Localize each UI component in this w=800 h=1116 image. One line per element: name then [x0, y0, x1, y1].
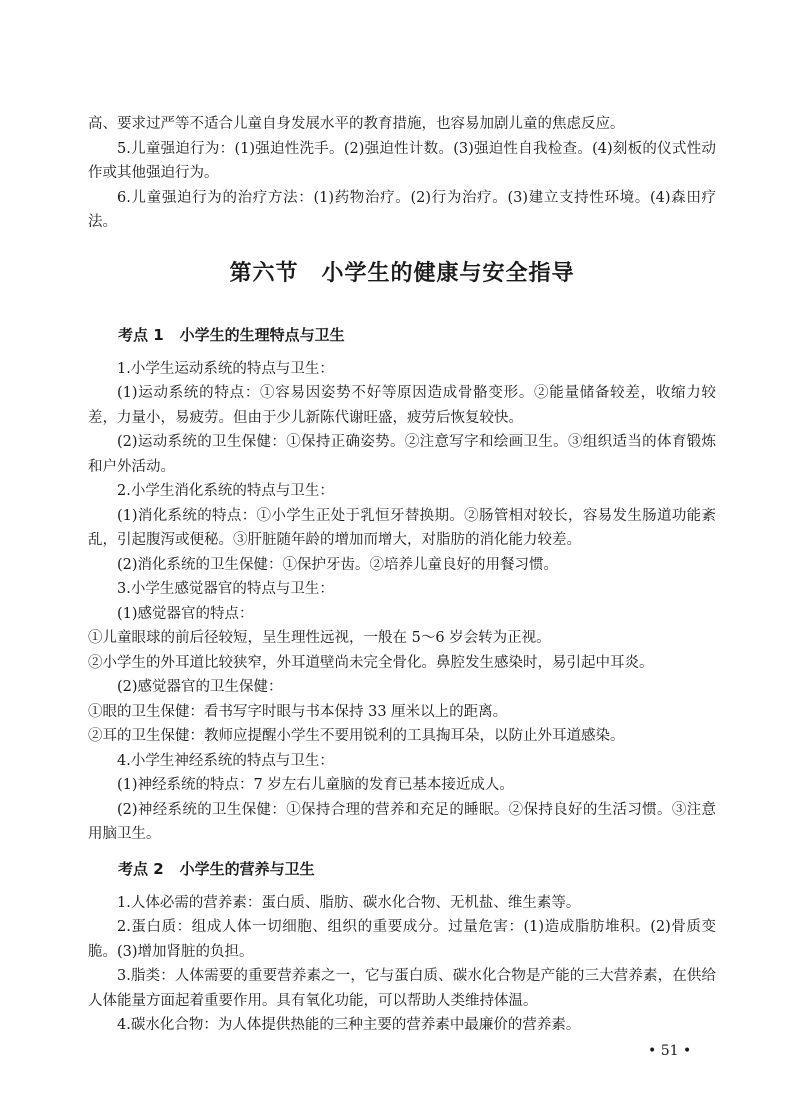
- paragraph: (1)消化系统的特点：①小学生正处于乳恒牙替换期。②肠管相对较长，容易发生肠道功能紊乱，引起腹泻或便秘。③肝脏随年龄的增加而增大，对脂肪的消化能力较差。: [88, 507, 716, 548]
- topic-title: 小学生的营养与卫生: [179, 859, 315, 878]
- paragraph: 6.儿童强迫行为的治疗方法：(1)药物治疗。(2)行为治疗。(3)建立支持性环境。(4)森田疗法。: [88, 189, 716, 230]
- paragraph: 3.脂类：人体需要的重要营养素之一，它与蛋白质、碳水化合物是产能的三大营养素，在供给人体能量方面起着重要作用。具有氧化功能，可以帮助人类维持体温。: [88, 968, 716, 1009]
- paragraph: ②小学生的外耳道比较狭窄，外耳道壁尚未完全骨化。鼻腔发生感染时，易引起中耳炎。: [88, 654, 654, 671]
- topic-label: 考点 2: [118, 859, 164, 878]
- topic-title: 小学生的生理特点与卫生: [179, 325, 345, 344]
- paragraph: 4.小学生神经系统的特点与卫生：: [117, 752, 334, 769]
- topic-heading: [118, 323, 716, 347]
- paragraph: (2)神经系统的卫生保健：①保持合理的营养和充足的睡眠。②保持良好的生活习惯。③注意用脑卫生。: [88, 801, 716, 842]
- topic-heading: [118, 857, 716, 881]
- page-content: [88, 112, 716, 1038]
- paragraph: 4.碳水化合物：为人体提供热能的三种主要的营养素中最廉价的营养素。: [117, 1017, 581, 1033]
- page-number: • 51 •: [648, 1043, 692, 1059]
- section-title: 第六节 小学生的健康与安全指导: [229, 260, 575, 286]
- paragraph: ①眼的卫生保健：看书写字时眼与书本保持 33 厘米以上的距离。: [88, 703, 508, 720]
- paragraph: (1)神经系统的特点：7 岁左右儿童脑的发育已基本接近成人。: [117, 777, 514, 793]
- paragraph: ②耳的卫生保健：教师应提醒小学生不要用锐利的工具掏耳朵，以防止外耳道感染。: [88, 728, 625, 744]
- paragraph: ①儿童眼球的前后径较短，呈生理性远视，一般在 5～6 岁会转为正视。: [88, 630, 551, 646]
- paragraph: (2)感觉器官的卫生保健：: [117, 679, 283, 695]
- paragraph: 1.人体必需的营养素：蛋白质、脂肪、碳水化合物、无机盐、维生素等。: [117, 894, 581, 911]
- paragraph: (2)消化系统的卫生保健：①保护牙齿。②培养儿童良好的用餐习惯。: [117, 556, 559, 573]
- paragraph: 1.小学生运动系统的特点与卫生：: [117, 360, 334, 377]
- paragraph: (1)感觉器官的特点：: [117, 605, 254, 622]
- paragraph: (2)运动系统的卫生保健：①保持正确姿势。②注意写字和绘画卫生。③组织适当的体育锻炼和户外活动。: [88, 434, 716, 475]
- paragraph: 2.蛋白质：组成人体一切细胞、组织的重要成分。过量危害：(1)造成脂肪堆积。(2)骨质变脆。(3)增加肾脏的负担。: [88, 919, 716, 960]
- paragraph: (1)运动系统的特点：①容易因姿势不好等原因造成骨骼变形。②能量储备较差，收缩力较差，力量小，易疲劳。但由于少儿新陈代谢旺盛，疲劳后恢复较快。: [88, 385, 716, 426]
- paragraph: 3.小学生感觉器官的特点与卫生：: [117, 581, 334, 597]
- paragraph: 2.小学生消化系统的特点与卫生：: [117, 483, 334, 499]
- paragraph: 5.儿童强迫行为：(1)强迫性洗手。(2)强迫性计数。(3)强迫性自我检查。(4)刻板的仪式性动作或其他强迫行为。: [88, 140, 716, 181]
- paragraph: 高、要求过严等不适合儿童自身发展水平的教育措施，也容易加剧儿童的焦虑反应。: [88, 116, 625, 132]
- topic-label: 考点 1: [118, 325, 164, 344]
